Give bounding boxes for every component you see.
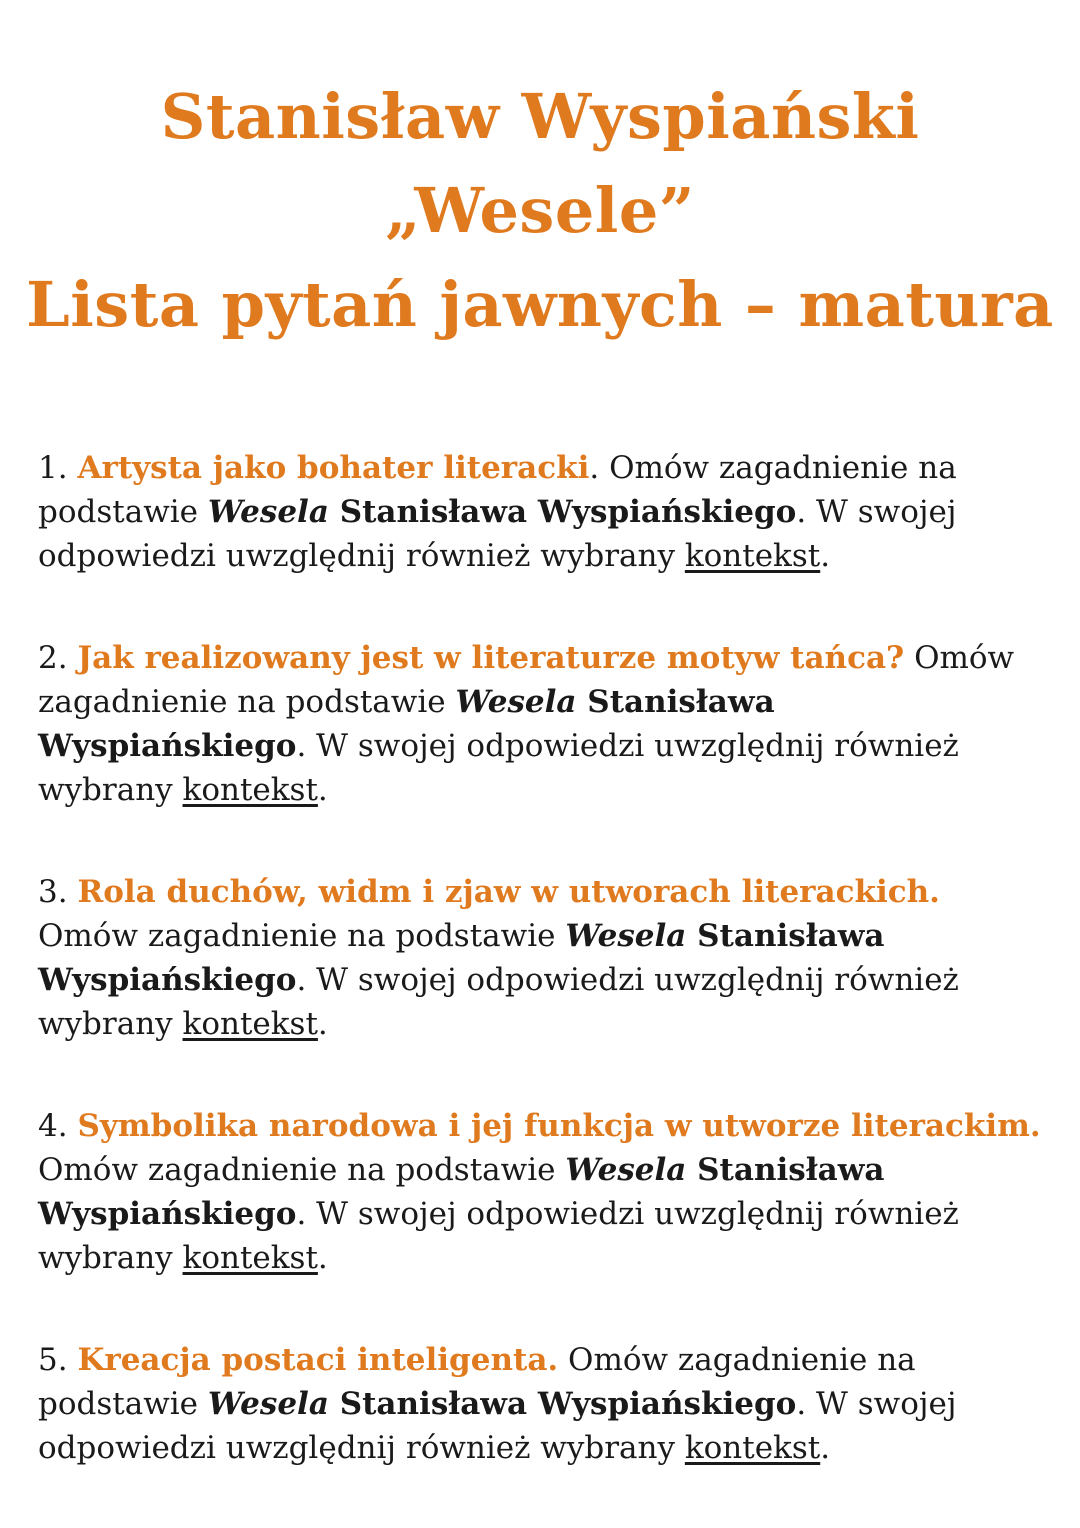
question-work-title: Wesela [207, 494, 329, 530]
question-number: 3. [38, 874, 68, 910]
question-topic: Kreacja postaci inteligenta. [77, 1342, 559, 1378]
question-context: kontekst [182, 1240, 318, 1276]
question-context: kontekst [684, 1430, 821, 1466]
title-author: Stanisław Wyspiański [160, 80, 920, 153]
question-text-pre: Omów zagadnienie na podstawie [38, 640, 1015, 720]
document-title [0, 70, 1080, 352]
question-text-mid: . W swojej odpowiedzi uwzględnij również wybrany [38, 962, 959, 1042]
question-text-end: . [317, 772, 328, 808]
question-context: kontekst [182, 772, 318, 808]
question-author: Stanisława Wyspiańskiego [38, 684, 775, 764]
question-number: 4. [38, 1108, 68, 1144]
title-work: „Wesele” [385, 174, 695, 247]
question-text-mid: . W swojej odpowiedzi uwzględnij również wybrany [38, 1386, 957, 1466]
question-text-mid: . W swojej odpowiedzi uwzględnij również wybrany [38, 1196, 959, 1276]
title-subtitle: Lista pytań jawnych – matura [26, 268, 1054, 341]
question-text-pre: Omów zagadnienie na podstawie [38, 450, 957, 530]
question-context: kontekst [182, 1006, 318, 1042]
question-text-end: . [820, 1430, 831, 1466]
question-text-end: . [317, 1006, 328, 1042]
question-work-title: Wesela [207, 1386, 329, 1422]
question-context: kontekst [684, 538, 821, 574]
question-work-title: Wesela [565, 1152, 687, 1188]
question-text-mid: . W swojej odpowiedzi uwzględnij również wybrany [38, 494, 957, 574]
question-work-title: Wesela [565, 918, 687, 954]
question-topic: Symbolika narodowa i jej funkcja w utworze literackim. [77, 1108, 1041, 1144]
question-author: Stanisława Wyspiańskiego [38, 1152, 885, 1232]
question-text-end: . [820, 538, 831, 574]
question-item [38, 1338, 1048, 1470]
question-text-pre: Omów zagadnienie na podstawie [38, 1342, 916, 1422]
question-topic: Rola duchów, widm i zjaw w utworach literackich. [77, 874, 940, 910]
question-item [38, 1104, 1048, 1280]
question-item [38, 870, 1048, 1046]
question-text-mid: . W swojej odpowiedzi uwzględnij również wybrany [38, 728, 959, 808]
question-text-end: . [317, 1240, 328, 1276]
question-item [38, 446, 1048, 578]
question-text-pre: Omów zagadnienie na podstawie [38, 918, 566, 954]
question-number: 2. [38, 640, 68, 676]
question-topic: Artysta jako bohater literacki [77, 450, 590, 486]
question-topic-end: . [589, 450, 600, 486]
question-author: Stanisława Wyspiańskiego [328, 494, 797, 530]
question-author: Stanisława Wyspiańskiego [38, 918, 885, 998]
question-text-pre: Omów zagadnienie na podstawie [38, 1152, 566, 1188]
question-number: 5. [38, 1342, 68, 1378]
question-author: Stanisława Wyspiańskiego [328, 1386, 797, 1422]
question-item [38, 636, 1048, 812]
question-list [38, 446, 1048, 1528]
question-topic: Jak realizowany jest w literaturze motyw tańca? [77, 640, 905, 676]
question-work-title: Wesela [455, 684, 577, 720]
question-number: 1. [38, 450, 68, 486]
